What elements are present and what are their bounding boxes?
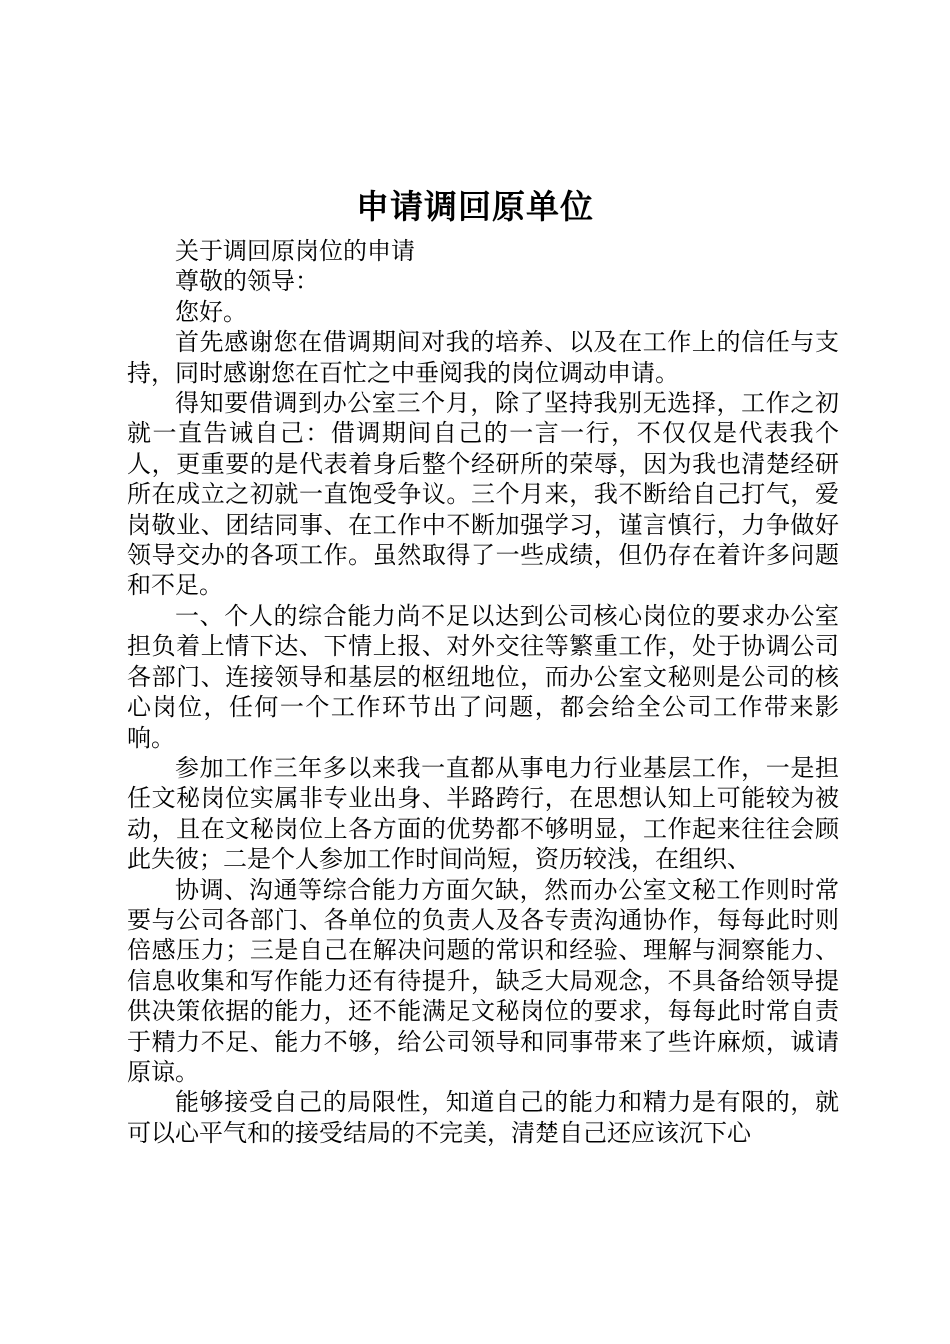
paragraph-subject: 关于调回原岗位的申请 (175, 237, 415, 265)
paragraph-thanks: 首先感谢您在借调期间对我的培养、以及在工作上的信任与支持，同时感谢您在百忙之中垂阅我的岗位调动申请。 (127, 328, 839, 387)
paragraph-point-one: 一、个人的综合能力尚不足以达到公司核心岗位的要求办公室担负着上情下达、下情上报、对外交往等繁重工作，处于协调公司各部门、连接领导和基层的枢纽地位，而办公室文秘则是公司的核心岗位，任何一个工作环节出了问题，都会给全公司工作带来影响。 (127, 601, 839, 752)
paragraph-salutation: 尊敬的领导： (175, 267, 319, 296)
paragraph-experience: 参加工作三年多以来我一直都从事电力行业基层工作，一是担任文秘岗位实属非专业出身、半路跨行，在思想认知上可能较为被动，且在文秘岗位上各方面的优势都不够明显，工作起来往往会顾此失彼；二是个人参加工作时间尚短，资历较浅，在组织、 (127, 753, 839, 874)
document-body (127, 236, 839, 1148)
document-title: 申请调回原单位 (356, 187, 594, 226)
paragraph-secondment: 得知要借调到办公室三个月，除了坚持我别无选择，工作之初就一直告诫自己：借调期间自己的一言一行，不仅仅是代表我个人，更重要的是代表着身后整个经研所的荣辱，因为我也清楚经研所在成立之初就一直饱受争议。三个月来，我不断给自己打气，爱岗敬业、团结同事、在工作中不断加强学习，谨言慎行，力争做好领导交办的各项工作。虽然取得了一些成绩，但仍存在着许多问题和不足。 (127, 389, 839, 600)
paragraph-coordination: 协调、沟通等综合能力方面欠缺，然而办公室文秘工作则时常要与公司各部门、各单位的负责人及各专责沟通协作，每每此时则倍感压力；三是自己在解决问题的常识和经验、理解与洞察能力、信息收集和写作能力还有待提升，缺乏大局观念，不具备给领导提供决策依据的能力，还不能满足文秘岗位的要求，每每此时常自责于精力不足、能力不够，给公司领导和同事带来了些许麻烦，诚请原谅。 (127, 875, 839, 1086)
paragraph-limitations: 能够接受自己的局限性，知道自己的能力和精力是有限的，就可以心平气和的接受结局的不完美，清楚自己还应该沉下心 (127, 1088, 839, 1147)
paragraph-greeting: 您好。 (175, 297, 247, 326)
